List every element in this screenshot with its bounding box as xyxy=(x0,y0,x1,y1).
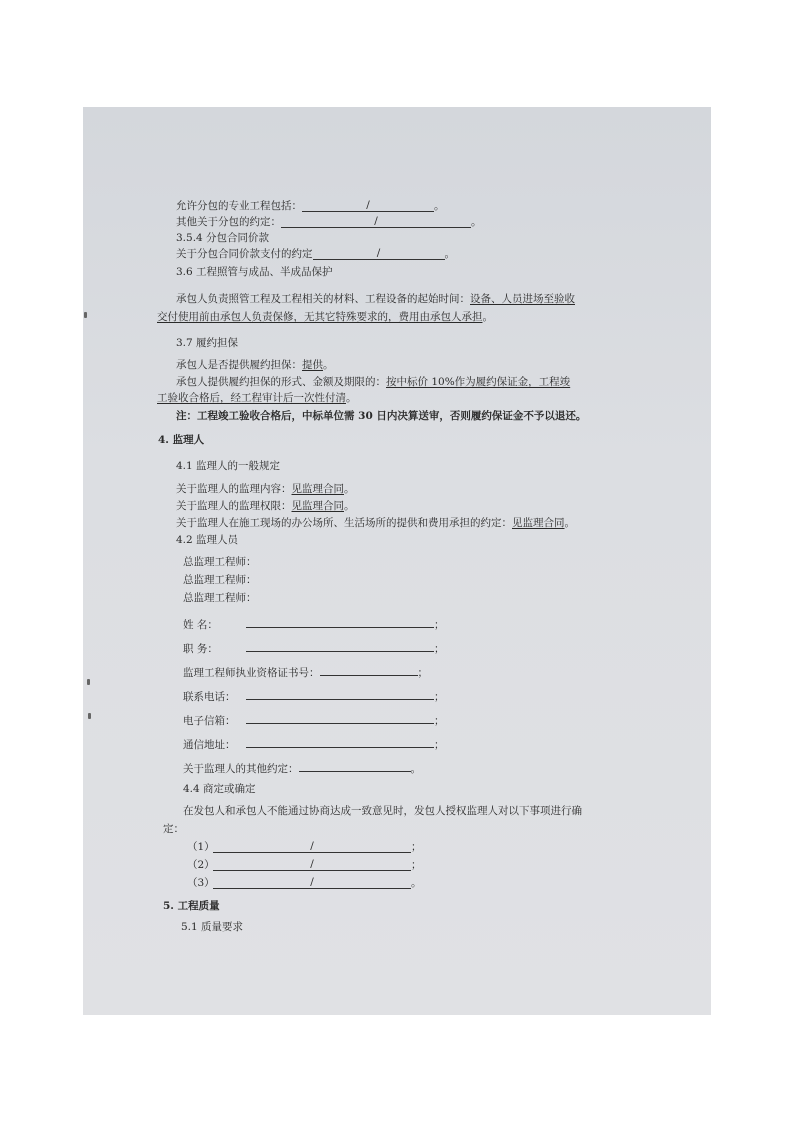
address-blank xyxy=(246,735,434,748)
care-period-line2: 交付使用前由承包人负责保修，无其它特殊要求的，费用由承包人承担。 xyxy=(157,311,493,323)
supervisor-other-blank xyxy=(299,759,411,772)
scan-speck xyxy=(87,679,90,685)
bond-form-line2: 工验收合格后，经工程审计后一次性付清。 xyxy=(157,392,357,404)
subcontract-scope-blank: / xyxy=(302,199,434,212)
determination-para-line2: 定： xyxy=(163,823,184,835)
item-3-blank: / xyxy=(213,876,411,889)
supervision-authority-line: 关于监理人的监理权限：见监理合同。 xyxy=(176,500,355,512)
supervisor-other-line: 关于监理人的其他约定： 。 xyxy=(183,759,421,776)
heading-4-1: 4.1 监理人的一般规定 xyxy=(176,460,281,472)
heading-4-4: 4.4 商定或确定 xyxy=(183,783,256,795)
determination-item-3: （3） / 。 xyxy=(187,876,422,889)
care-period-line1: 承包人负责照管工程及工程相关的材料、工程设备的起始时间：设备、人员进场至验收 xyxy=(176,293,575,305)
name-blank xyxy=(246,615,434,628)
scanned-page xyxy=(83,107,711,1015)
determination-item-1: （1） / ； xyxy=(187,840,422,853)
heading-5: 5. 工程质量 xyxy=(163,900,220,912)
item-1-blank: / xyxy=(213,840,411,853)
subcontract-other-blank: / xyxy=(281,215,471,228)
position-blank xyxy=(246,639,434,652)
subcontract-other-line: 其他关于分包的约定： / 。 xyxy=(176,215,482,228)
heading-3-5-4: 3.5.4 分包合同价款 xyxy=(176,232,270,244)
cert-number-blank xyxy=(320,663,418,676)
subcontract-payment-blank: / xyxy=(313,247,445,260)
heading-4-2: 4.2 监理人员 xyxy=(176,534,239,546)
phone-blank xyxy=(246,687,434,700)
supervision-content-line: 关于监理人的监理内容：见监理合同。 xyxy=(176,483,355,495)
determination-para-line1: 在发包人和承包人不能通过协商达成一致意见时，发包人授权监理人对以下事项进行确 xyxy=(183,805,582,817)
email-blank xyxy=(246,711,434,724)
cert-number-field: 监理工程师执业资格证书号： ； xyxy=(183,663,428,680)
scan-speck xyxy=(84,312,87,318)
phone-field: 联系电话： ； xyxy=(183,687,445,704)
determination-item-2: （2） / ； xyxy=(187,858,422,871)
name-field: 姓 名： ； xyxy=(183,615,445,632)
address-field: 通信地址： ； xyxy=(183,735,445,752)
subcontract-scope-line: 允许分包的专业工程包括： / 。 xyxy=(176,199,445,212)
heading-5-1: 5.1 质量要求 xyxy=(181,921,244,933)
position-field: 职 务： ； xyxy=(183,639,445,656)
email-field: 电子信箱： ； xyxy=(183,711,445,728)
bond-note: 注：工程竣工验收合格后，中标单位需 30 日内决算送审，否则履约保证金不予以退还。 xyxy=(176,410,587,422)
bond-provided-line: 承包人是否提供履约担保：提供。 xyxy=(176,359,334,371)
supervision-office-line: 关于监理人在施工现场的办公场所、生活场所的提供和费用承担的约定：见监理合同。 xyxy=(176,517,575,529)
chief-engineer-2: 总监理工程师： xyxy=(183,574,257,586)
scan-speck xyxy=(88,713,91,719)
bond-form-line1: 承包人提供履约担保的形式、金额及期限的：按中标价 10%作为履约保证金，工程竣 xyxy=(176,376,571,388)
chief-engineer-1: 总监理工程师： xyxy=(183,556,257,568)
item-2-blank: / xyxy=(213,858,411,871)
heading-4: 4. 监理人 xyxy=(158,434,205,446)
chief-engineer-3: 总监理工程师： xyxy=(183,592,257,604)
heading-3-7: 3.7 履约担保 xyxy=(176,337,239,349)
subcontract-payment-line: 关于分包合同价款支付的约定 / 。 xyxy=(176,247,455,260)
heading-3-6: 3.6 工程照管与成品、半成品保护 xyxy=(176,266,333,278)
